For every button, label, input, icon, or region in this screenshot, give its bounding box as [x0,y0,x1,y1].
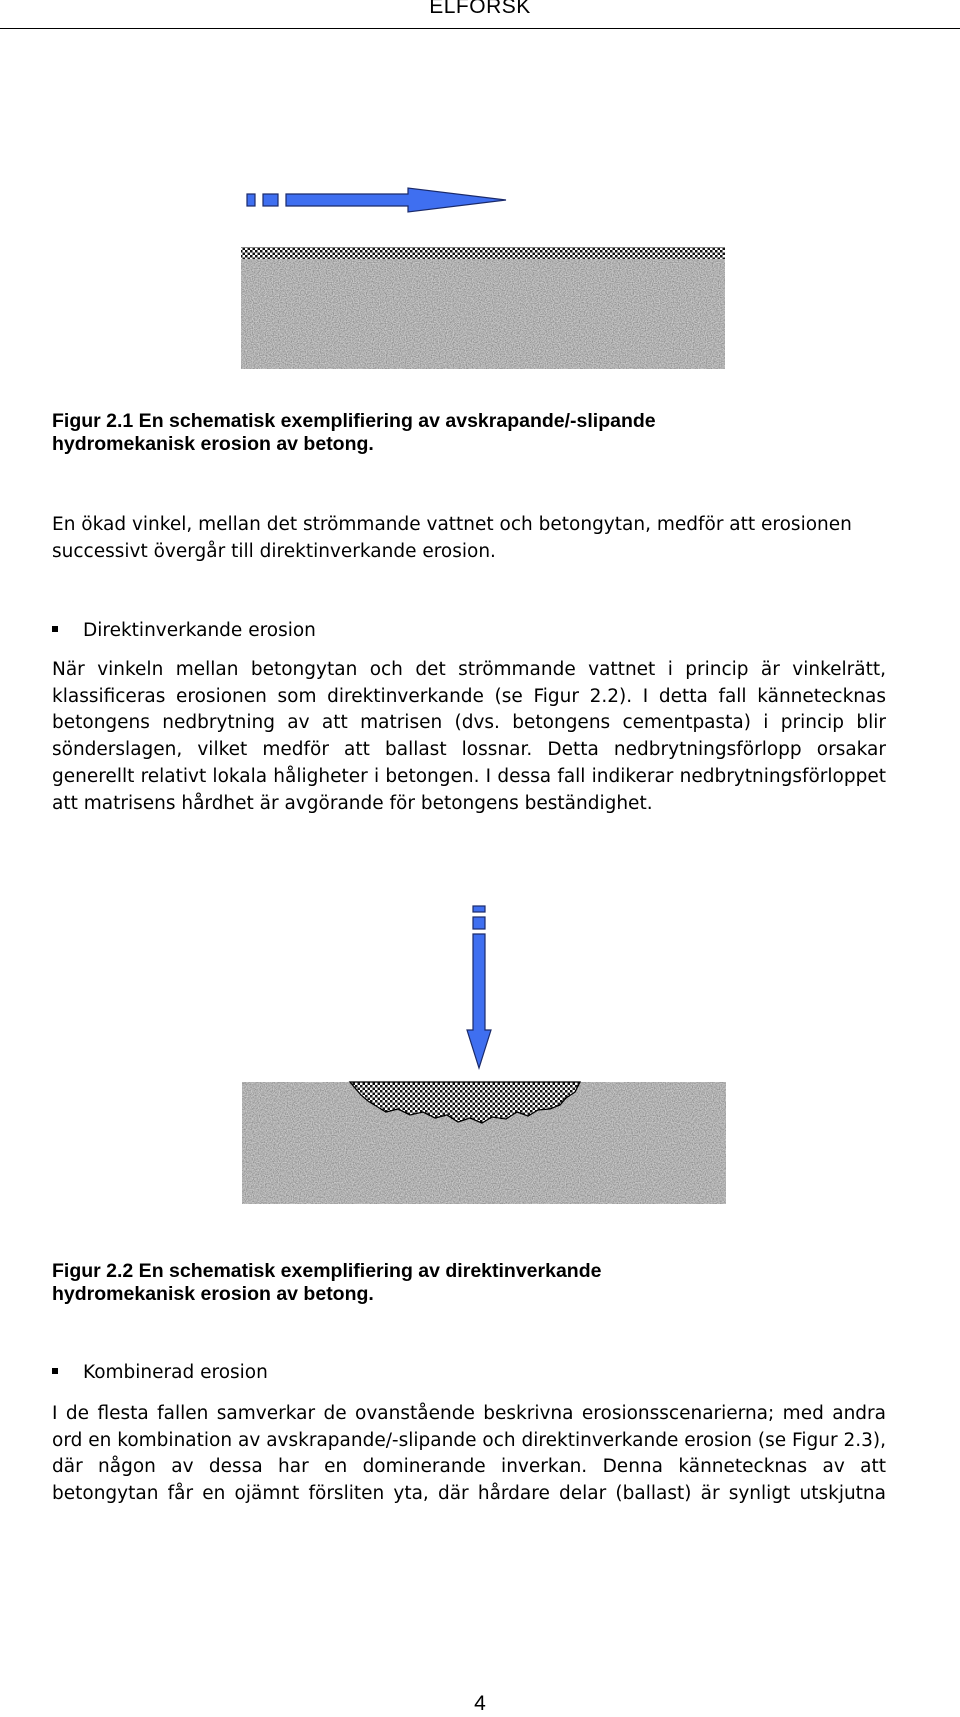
page-header [0,0,960,29]
figure-2-2 [230,900,740,1210]
header-title: ELFORSK [429,0,531,18]
figure-2-2-caption [52,1260,912,1306]
bullet-square-icon [52,626,58,632]
page-number: 4 [474,1692,486,1715]
bullet-label: Direktinverkande erosion [83,620,316,641]
bullet-square-icon [52,1368,58,1374]
concrete-block [241,259,725,369]
paragraph-direktinverkande: När vinkeln mellan betongytan och det strömmande vattnet i princip är vinkelrätt, klassificeras erosionen som direktinverkande (se Figur 2.2). I detta fall kännetecknas betongens nedbrytning av att matrisen (dvs. betongens cementpasta) i princip blir sönderslagen, vilket medför att ballast lossnar. Detta nedbrytningsförlopp orsakar generellt relativt lokala håligheter i betongen. I dessa fall indikerar nedbrytningsförloppet att matrisens hårdhet är avgörande för betongens beständighet. [52,659,886,814]
flow-arrow-horizontal [247,188,506,212]
flow-arrow-vertical [467,906,491,1068]
caption-line: hydromekanisk erosion av betong. [52,433,374,455]
paragraph-kombinerad: I de flesta fallen samverkar de ovanstående beskrivna erosionsscenarierna; med andra ord en kombination av avskrapande/-slipande och direktinverkande erosion (se Figur 2.3), där någon av dessa har en dominerande inverkan. Denna kännetecknas av att betongytan får en ojämnt försliten yta, där hårdare delar (ballast) är synligt utskjutna [52,1403,886,1504]
bullet-label: Kombinerad erosion [83,1362,268,1383]
caption-line: Figur 2.2 En schematisk exemplifiering av direktinverkande [52,1260,602,1282]
caption-line: Figur 2.1 En schematisk exemplifiering av avskrapande/-slipande [52,410,656,432]
figure-2-1 [230,180,740,370]
figure-2-1-caption [52,410,912,456]
bullet-direktinverkande [52,618,316,644]
paragraph-intro: En ökad vinkel, mellan det strömmande vattnet och betongytan, medför att erosionen successivt övergår till direktinverkande erosion. [52,514,852,562]
caption-line: hydromekanisk erosion av betong. [52,1283,374,1305]
bullet-kombinerad [52,1360,268,1386]
